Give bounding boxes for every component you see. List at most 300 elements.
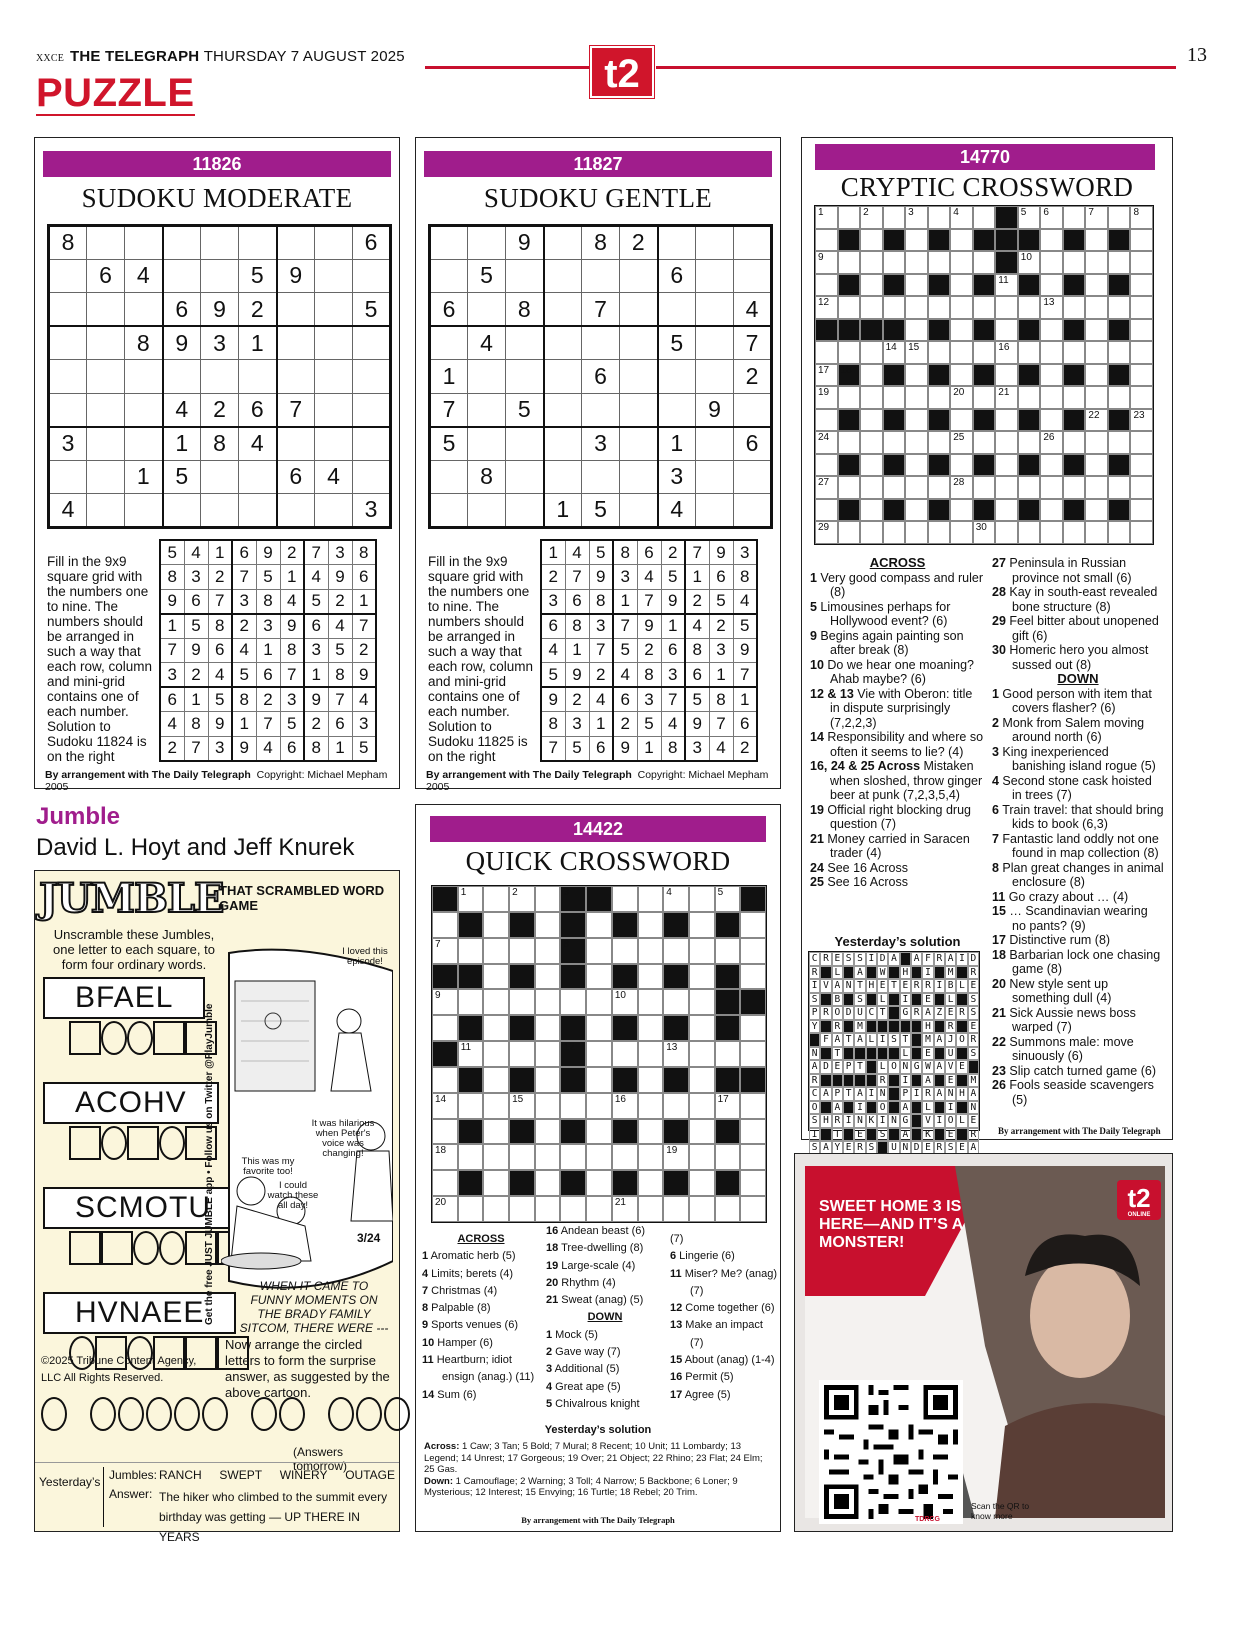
crossword-cell[interactable]	[638, 1119, 664, 1145]
sudoku-cell[interactable]	[620, 293, 658, 327]
crossword-cell[interactable]	[560, 1093, 586, 1119]
crossword-cell[interactable]	[586, 1067, 612, 1093]
sudoku-cell[interactable]	[696, 326, 734, 360]
sudoku-cell[interactable]	[506, 326, 544, 360]
crossword-cell[interactable]	[860, 476, 883, 499]
crossword-cell[interactable]	[586, 989, 612, 1015]
sudoku-cell[interactable]	[468, 427, 506, 461]
crossword-cell[interactable]	[860, 364, 883, 387]
qr-code[interactable]	[819, 1380, 963, 1524]
crossword-cell[interactable]	[1040, 319, 1063, 342]
sudoku-cell[interactable]	[315, 427, 353, 461]
crossword-cell[interactable]	[612, 989, 638, 1015]
crossword-cell[interactable]	[612, 886, 638, 912]
crossword-cell[interactable]	[883, 296, 906, 319]
sudoku-cell[interactable]	[430, 326, 468, 360]
crossword-cell[interactable]	[815, 206, 838, 229]
crossword-cell[interactable]	[1085, 274, 1108, 297]
crossword-cell[interactable]	[1085, 476, 1108, 499]
crossword-cell[interactable]	[883, 476, 906, 499]
letter-square[interactable]	[69, 1126, 101, 1160]
crossword-cell[interactable]	[715, 938, 741, 964]
crossword-cell[interactable]	[995, 386, 1018, 409]
crossword-cell[interactable]	[838, 206, 861, 229]
crossword-cell[interactable]	[509, 989, 535, 1015]
sudoku-cell[interactable]	[468, 393, 506, 427]
sudoku-cell[interactable]	[544, 326, 582, 360]
crossword-cell[interactable]	[1063, 476, 1086, 499]
crossword-cell[interactable]	[1063, 296, 1086, 319]
crossword-cell[interactable]	[740, 964, 766, 990]
sudoku-cell[interactable]	[620, 326, 658, 360]
crossword-cell[interactable]	[905, 341, 928, 364]
letter-square[interactable]	[127, 1126, 159, 1160]
crossword-cell[interactable]	[1130, 319, 1153, 342]
sudoku-cell[interactable]	[430, 460, 468, 494]
crossword-cell[interactable]	[1040, 364, 1063, 387]
crossword-cell[interactable]	[973, 206, 996, 229]
crossword-cell[interactable]	[1063, 521, 1086, 544]
crossword-cell[interactable]	[740, 1144, 766, 1170]
crossword-cell[interactable]	[535, 989, 561, 1015]
sudoku-cell[interactable]	[696, 293, 734, 327]
crossword-cell[interactable]	[483, 1196, 509, 1222]
sudoku-cell[interactable]	[315, 293, 353, 327]
crossword-cell[interactable]	[1130, 229, 1153, 252]
crossword-cell[interactable]	[815, 251, 838, 274]
sudoku-cell[interactable]	[125, 494, 163, 528]
crossword-cell[interactable]	[1130, 364, 1153, 387]
crossword-cell[interactable]	[995, 499, 1018, 522]
crossword-cell[interactable]	[815, 386, 838, 409]
crossword-cell[interactable]	[1130, 409, 1153, 432]
crossword-cell[interactable]	[432, 1144, 458, 1170]
crossword-cell[interactable]	[483, 1067, 509, 1093]
crossword-cell[interactable]	[1130, 274, 1153, 297]
crossword-cell[interactable]	[1063, 251, 1086, 274]
crossword-cell[interactable]	[535, 1170, 561, 1196]
crossword-cell[interactable]	[838, 341, 861, 364]
sudoku-cell[interactable]	[620, 360, 658, 394]
sudoku-cell[interactable]	[49, 460, 87, 494]
crossword-cell[interactable]	[1108, 341, 1131, 364]
sudoku-cell[interactable]	[49, 259, 87, 293]
crossword-cell[interactable]	[535, 1196, 561, 1222]
crossword-cell[interactable]	[838, 521, 861, 544]
crossword-cell[interactable]	[586, 964, 612, 990]
crossword-cell[interactable]	[586, 938, 612, 964]
answer-circle[interactable]	[202, 1397, 228, 1431]
crossword-cell[interactable]	[1040, 341, 1063, 364]
crossword-cell[interactable]	[905, 431, 928, 454]
crossword-cell[interactable]	[483, 1119, 509, 1145]
crossword-cell[interactable]	[560, 1196, 586, 1222]
answer-circle[interactable]	[174, 1397, 200, 1431]
sudoku-cell[interactable]	[658, 393, 696, 427]
sudoku-cell[interactable]	[544, 360, 582, 394]
sudoku-cell[interactable]	[277, 427, 315, 461]
crossword-cell[interactable]	[860, 521, 883, 544]
crossword-cell[interactable]	[995, 454, 1018, 477]
crossword-cell[interactable]	[740, 1119, 766, 1145]
crossword-cell[interactable]	[663, 886, 689, 912]
crossword-cell[interactable]	[1085, 431, 1108, 454]
sudoku-cell[interactable]	[315, 360, 353, 394]
crossword-cell[interactable]	[612, 1093, 638, 1119]
crossword-cell[interactable]	[1108, 431, 1131, 454]
crossword-cell[interactable]	[928, 386, 951, 409]
crossword-cell[interactable]	[928, 476, 951, 499]
crossword-cell[interactable]	[483, 1015, 509, 1041]
crossword-cell[interactable]	[1108, 206, 1131, 229]
sudoku-cell[interactable]	[239, 460, 277, 494]
crossword-cell[interactable]	[1063, 386, 1086, 409]
crossword-cell[interactable]	[638, 1144, 664, 1170]
crossword-cell[interactable]	[1085, 251, 1108, 274]
crossword-cell[interactable]	[586, 1144, 612, 1170]
crossword-cell[interactable]	[883, 386, 906, 409]
crossword-cell[interactable]	[905, 296, 928, 319]
crossword-cell[interactable]	[815, 476, 838, 499]
crossword-cell[interactable]	[815, 364, 838, 387]
sudoku-cell[interactable]	[315, 259, 353, 293]
crossword-cell[interactable]	[663, 1144, 689, 1170]
crossword-cell[interactable]	[663, 989, 689, 1015]
crossword-cell[interactable]	[740, 912, 766, 938]
sudoku-cell[interactable]	[277, 494, 315, 528]
sudoku-cell[interactable]	[734, 393, 772, 427]
crossword-cell[interactable]	[1085, 521, 1108, 544]
crossword-cell[interactable]	[883, 521, 906, 544]
sudoku-cell[interactable]	[315, 326, 353, 360]
crossword-cell[interactable]	[1130, 386, 1153, 409]
crossword-cell[interactable]	[1063, 341, 1086, 364]
crossword-cell[interactable]	[973, 431, 996, 454]
crossword-cell[interactable]	[663, 1041, 689, 1067]
crossword-cell[interactable]	[995, 319, 1018, 342]
crossword-cell[interactable]	[586, 1041, 612, 1067]
sudoku-cell[interactable]	[696, 226, 734, 260]
sudoku-cell[interactable]	[125, 393, 163, 427]
crossword-cell[interactable]	[815, 229, 838, 252]
crossword-cell[interactable]	[815, 431, 838, 454]
crossword-cell[interactable]	[815, 521, 838, 544]
crossword-cell[interactable]	[740, 1196, 766, 1222]
crossword-cell[interactable]	[950, 251, 973, 274]
sudoku-cell[interactable]	[582, 259, 620, 293]
crossword-cell[interactable]	[432, 1119, 458, 1145]
crossword-cell[interactable]	[689, 1041, 715, 1067]
sudoku-cell[interactable]	[353, 427, 391, 461]
answer-circle[interactable]	[41, 1397, 67, 1431]
crossword-cell[interactable]	[638, 1170, 664, 1196]
crossword-cell[interactable]	[638, 964, 664, 990]
crossword-cell[interactable]	[815, 296, 838, 319]
crossword-cell[interactable]	[638, 886, 664, 912]
crossword-cell[interactable]	[950, 476, 973, 499]
crossword-cell[interactable]	[458, 1144, 484, 1170]
sudoku-cell[interactable]	[125, 427, 163, 461]
crossword-cell[interactable]	[535, 1015, 561, 1041]
crossword-cell[interactable]	[535, 1119, 561, 1145]
crossword-cell[interactable]	[715, 1196, 741, 1222]
sudoku-cell[interactable]	[353, 393, 391, 427]
crossword-cell[interactable]	[995, 431, 1018, 454]
sudoku-cell[interactable]	[620, 393, 658, 427]
crossword-cell[interactable]	[560, 989, 586, 1015]
crossword-cell[interactable]	[905, 251, 928, 274]
crossword-cell[interactable]	[928, 251, 951, 274]
crossword-cell[interactable]	[860, 229, 883, 252]
crossword-cell[interactable]	[689, 1093, 715, 1119]
crossword-cell[interactable]	[995, 521, 1018, 544]
crossword-cell[interactable]	[905, 476, 928, 499]
crossword-cell[interactable]	[950, 319, 973, 342]
crossword-cell[interactable]	[860, 454, 883, 477]
crossword-cell[interactable]	[928, 206, 951, 229]
sudoku-cell[interactable]	[468, 360, 506, 394]
crossword-cell[interactable]	[458, 1196, 484, 1222]
crossword-cell[interactable]	[838, 431, 861, 454]
crossword-cell[interactable]	[689, 1170, 715, 1196]
crossword-cell[interactable]	[483, 886, 509, 912]
sudoku-cell[interactable]	[620, 460, 658, 494]
crossword-cell[interactable]	[995, 274, 1018, 297]
answer-circle[interactable]	[279, 1397, 305, 1431]
sudoku-cell[interactable]	[544, 226, 582, 260]
letter-square[interactable]	[127, 1021, 153, 1055]
sudoku-cell[interactable]	[468, 226, 506, 260]
crossword-cell[interactable]	[432, 1196, 458, 1222]
crossword-cell[interactable]	[860, 251, 883, 274]
sudoku-cell[interactable]	[315, 494, 353, 528]
sudoku-cell[interactable]	[430, 226, 468, 260]
crossword-cell[interactable]	[715, 1041, 741, 1067]
sudoku-cell[interactable]	[620, 259, 658, 293]
crossword-cell[interactable]	[689, 1144, 715, 1170]
crossword-cell[interactable]	[1085, 499, 1108, 522]
letter-square[interactable]	[101, 1231, 133, 1265]
crossword-cell[interactable]	[612, 938, 638, 964]
sudoku-cell[interactable]	[87, 427, 125, 461]
answer-circle[interactable]	[251, 1397, 277, 1431]
answer-circle[interactable]	[356, 1397, 382, 1431]
crossword-cell[interactable]	[1085, 206, 1108, 229]
sudoku-cell[interactable]	[734, 460, 772, 494]
answer-circle[interactable]	[328, 1397, 354, 1431]
sudoku-cell[interactable]	[87, 494, 125, 528]
crossword-cell[interactable]	[663, 1196, 689, 1222]
crossword-cell[interactable]	[458, 1093, 484, 1119]
crossword-cell[interactable]	[715, 1144, 741, 1170]
crossword-cell[interactable]	[973, 341, 996, 364]
crossword-cell[interactable]	[860, 206, 883, 229]
sudoku-cell[interactable]	[506, 427, 544, 461]
sudoku-cell[interactable]	[506, 360, 544, 394]
crossword-cell[interactable]	[740, 938, 766, 964]
crossword-cell[interactable]	[905, 409, 928, 432]
sudoku-cell[interactable]	[696, 494, 734, 528]
crossword-cell[interactable]	[950, 206, 973, 229]
crossword-cell[interactable]	[928, 341, 951, 364]
crossword-cell[interactable]	[689, 938, 715, 964]
crossword-cell[interactable]	[535, 1067, 561, 1093]
crossword-cell[interactable]	[860, 409, 883, 432]
crossword-cell[interactable]	[1018, 521, 1041, 544]
sudoku-cell[interactable]	[49, 360, 87, 394]
crossword-cell[interactable]	[838, 386, 861, 409]
crossword-cell[interactable]	[483, 1093, 509, 1119]
sudoku-cell[interactable]	[277, 293, 315, 327]
crossword-cell[interactable]	[1018, 386, 1041, 409]
letter-square[interactable]	[101, 1126, 127, 1160]
sudoku-cell[interactable]	[544, 293, 582, 327]
crossword-cell[interactable]	[838, 476, 861, 499]
crossword-cell[interactable]	[689, 1196, 715, 1222]
crossword-cell[interactable]	[995, 409, 1018, 432]
crossword-cell[interactable]	[905, 229, 928, 252]
crossword-cell[interactable]	[928, 431, 951, 454]
crossword-cell[interactable]	[483, 1170, 509, 1196]
sudoku-cell[interactable]	[430, 494, 468, 528]
sudoku-cell[interactable]	[49, 393, 87, 427]
crossword-cell[interactable]	[1040, 454, 1063, 477]
crossword-cell[interactable]	[950, 409, 973, 432]
crossword-cell[interactable]	[1130, 341, 1153, 364]
sudoku-cell[interactable]	[201, 494, 239, 528]
sudoku-cell[interactable]	[239, 360, 277, 394]
sudoku-cell[interactable]	[582, 326, 620, 360]
letter-square[interactable]	[69, 1231, 101, 1265]
sudoku-cell[interactable]	[544, 427, 582, 461]
crossword-cell[interactable]	[689, 964, 715, 990]
answer-circle[interactable]	[146, 1397, 172, 1431]
crossword-cell[interactable]	[1040, 431, 1063, 454]
crossword-cell[interactable]	[815, 454, 838, 477]
sudoku-cell[interactable]	[582, 393, 620, 427]
crossword-cell[interactable]	[860, 499, 883, 522]
sudoku-cell[interactable]	[87, 293, 125, 327]
crossword-cell[interactable]	[1040, 206, 1063, 229]
crossword-cell[interactable]	[1108, 296, 1131, 319]
crossword-cell[interactable]	[883, 251, 906, 274]
crossword-cell[interactable]	[1085, 296, 1108, 319]
crossword-cell[interactable]	[973, 521, 996, 544]
crossword-cell[interactable]	[905, 499, 928, 522]
crossword-cell[interactable]	[973, 386, 996, 409]
crossword-cell[interactable]	[995, 364, 1018, 387]
sudoku-cell[interactable]	[87, 326, 125, 360]
crossword-cell[interactable]	[1040, 386, 1063, 409]
sudoku-cell[interactable]	[734, 259, 772, 293]
crossword-cell[interactable]	[928, 296, 951, 319]
sudoku-cell[interactable]	[353, 259, 391, 293]
crossword-cell[interactable]	[535, 938, 561, 964]
crossword-cell[interactable]	[1130, 296, 1153, 319]
crossword-cell[interactable]	[483, 989, 509, 1015]
sudoku-cell[interactable]	[353, 460, 391, 494]
crossword-cell[interactable]	[586, 1196, 612, 1222]
crossword-cell[interactable]	[883, 431, 906, 454]
sudoku-cell[interactable]	[658, 360, 696, 394]
crossword-cell[interactable]	[612, 1196, 638, 1222]
crossword-cell[interactable]	[432, 938, 458, 964]
crossword-cell[interactable]	[689, 989, 715, 1015]
crossword-cell[interactable]	[1040, 409, 1063, 432]
sudoku-cell[interactable]	[277, 226, 315, 260]
crossword-cell[interactable]	[950, 229, 973, 252]
sudoku-cell[interactable]	[506, 460, 544, 494]
crossword-cell[interactable]	[1018, 251, 1041, 274]
letter-square[interactable]	[153, 1021, 185, 1055]
advertisement[interactable]	[794, 1153, 1173, 1532]
sudoku-cell[interactable]	[696, 427, 734, 461]
crossword-cell[interactable]	[1108, 521, 1131, 544]
sudoku-cell[interactable]	[734, 494, 772, 528]
crossword-cell[interactable]	[432, 1015, 458, 1041]
crossword-cell[interactable]	[535, 1093, 561, 1119]
crossword-cell[interactable]	[1063, 431, 1086, 454]
sudoku-cell[interactable]	[620, 494, 658, 528]
sudoku-cell[interactable]	[49, 293, 87, 327]
crossword-cell[interactable]	[1040, 229, 1063, 252]
sudoku-cell[interactable]	[544, 393, 582, 427]
crossword-cell[interactable]	[950, 454, 973, 477]
crossword-cell[interactable]	[638, 1093, 664, 1119]
crossword-cell[interactable]	[1130, 251, 1153, 274]
crossword-cell[interactable]	[995, 341, 1018, 364]
crossword-cell[interactable]	[905, 274, 928, 297]
crossword-cell[interactable]	[432, 912, 458, 938]
crossword-cell[interactable]	[586, 1119, 612, 1145]
sudoku-cell[interactable]	[506, 494, 544, 528]
sudoku-cell[interactable]	[468, 494, 506, 528]
crossword-cell[interactable]	[838, 296, 861, 319]
crossword-cell[interactable]	[1085, 386, 1108, 409]
crossword-cell[interactable]	[509, 1093, 535, 1119]
sudoku-cell[interactable]	[163, 360, 201, 394]
crossword-cell[interactable]	[509, 1041, 535, 1067]
sudoku-cell[interactable]	[125, 226, 163, 260]
crossword-cell[interactable]	[663, 938, 689, 964]
crossword-cell[interactable]	[483, 1041, 509, 1067]
crossword-cell[interactable]	[586, 1093, 612, 1119]
crossword-cell[interactable]	[838, 251, 861, 274]
crossword-cell[interactable]	[535, 964, 561, 990]
crossword-cell[interactable]	[1108, 251, 1131, 274]
sudoku-cell[interactable]	[696, 360, 734, 394]
crossword-cell[interactable]	[509, 938, 535, 964]
crossword-cell[interactable]	[586, 1170, 612, 1196]
crossword-cell[interactable]	[950, 431, 973, 454]
sudoku-cell[interactable]	[239, 494, 277, 528]
crossword-cell[interactable]	[535, 886, 561, 912]
crossword-cell[interactable]	[1018, 296, 1041, 319]
sudoku-cell[interactable]	[353, 326, 391, 360]
sudoku-cell[interactable]	[87, 360, 125, 394]
sudoku-cell[interactable]	[125, 360, 163, 394]
sudoku-cell[interactable]	[49, 326, 87, 360]
crossword-cell[interactable]	[586, 1015, 612, 1041]
crossword-cell[interactable]	[928, 521, 951, 544]
crossword-cell[interactable]	[950, 364, 973, 387]
crossword-cell[interactable]	[1063, 206, 1086, 229]
crossword-cell[interactable]	[1018, 341, 1041, 364]
crossword-cell[interactable]	[638, 1196, 664, 1222]
sudoku-cell[interactable]	[201, 259, 239, 293]
crossword-cell[interactable]	[1130, 206, 1153, 229]
crossword-cell[interactable]	[1130, 499, 1153, 522]
